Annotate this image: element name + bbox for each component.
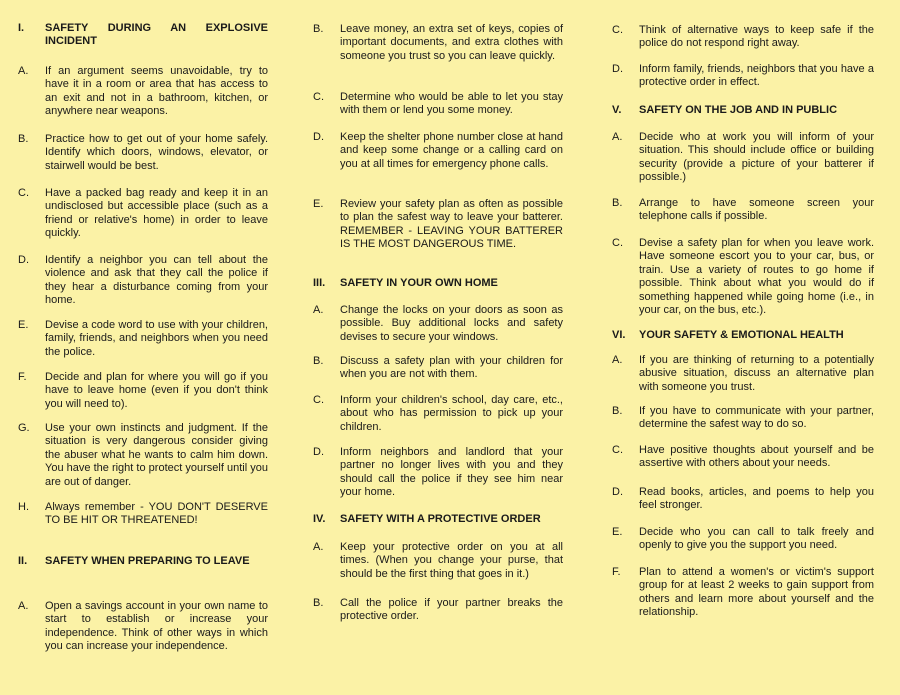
item-letter: B.: [612, 405, 623, 417]
section-heading: [612, 329, 874, 342]
section-heading: [313, 513, 563, 526]
item-letter: C.: [612, 24, 623, 36]
item-text: Decide and plan for where you will go if you have to leave home (even if you don't think you will need to).: [45, 371, 268, 410]
section-title: SAFETY WITH A PROTECTIVE ORDER: [340, 513, 541, 525]
section-title: SAFETY IN YOUR OWN HOME: [340, 277, 498, 289]
item-text: Think of alternative ways to keep safe if the police do not respond right away.: [639, 24, 874, 50]
section-heading: [18, 22, 268, 49]
list-item: [612, 131, 874, 185]
item-letter: C.: [313, 91, 324, 103]
item-text: Keep the shelter phone number close at hand and keep some change or a calling card on you at all times for emergency phone calls.: [340, 131, 563, 170]
list-item: [612, 526, 874, 553]
item-letter: A.: [18, 65, 29, 77]
item-letter: D.: [313, 131, 324, 143]
item-letter: C.: [18, 187, 29, 199]
item-letter: F.: [612, 566, 621, 578]
item-text: Open a savings account in your own name to start to establish or increase your independence. Think of other ways in which you can increase your independence.: [45, 600, 268, 653]
item-letter: B.: [313, 597, 324, 609]
item-text: Determine who would be able to let you stay with them or lend you some money.: [340, 91, 563, 117]
section-number: V.: [612, 104, 622, 116]
list-item: [313, 394, 563, 434]
item-letter: A.: [313, 304, 324, 316]
list-item: [18, 371, 268, 411]
item-text: Call the police if your partner breaks the protective order.: [340, 597, 563, 623]
list-item: [313, 23, 563, 63]
list-item: [18, 422, 268, 489]
item-letter: F.: [18, 371, 27, 383]
item-letter: B.: [313, 23, 324, 35]
item-text: Review your safety plan as often as possible to plan the safest way to leave your batterer. REMEMBER - LEAVING YOUR BATTERER IS THE MOST DANGEROUS TIME.: [340, 198, 563, 251]
section-title: YOUR SAFETY & EMOTIONAL HEALTH: [639, 329, 844, 341]
item-text: Always remember - YOU DON'T DESERVE TO BE HIT OR THREATENED!: [45, 501, 268, 527]
item-letter: D.: [18, 254, 29, 266]
item-text: Identify a neighbor you can tell about the violence and ask that they call the police if they hear a disturbance coming from your home.: [45, 254, 268, 307]
section-title: SAFETY DURING AN EXPLOSIVE INCIDENT: [45, 22, 268, 48]
item-letter: B.: [18, 133, 29, 145]
list-item: [612, 566, 874, 620]
list-item: [612, 486, 874, 513]
item-text: Have positive thoughts about yourself and be assertive with others about your needs.: [639, 444, 874, 470]
list-item: [313, 597, 563, 624]
list-item: [18, 600, 268, 654]
list-item: [612, 237, 874, 317]
section-number: III.: [313, 277, 326, 289]
item-letter: E.: [18, 319, 29, 331]
section-number: I.: [18, 22, 25, 34]
item-letter: A.: [612, 354, 623, 366]
item-text: Change the locks on your doors as soon as possible. Buy additional locks and safety devises to secure your windows.: [340, 304, 563, 343]
item-text: Inform neighbors and landlord that your partner no longer lives with you and they should call the police if they see him near your home.: [340, 446, 563, 499]
section-heading: [313, 277, 563, 290]
item-text: Devise a safety plan for when you leave work. Have someone escort you to your car, bus, or train. Use a variety of routes to go home if possible. Think about what you would do if something happened while going home (i.e., in your car, on the bus, etc.).: [639, 237, 874, 317]
item-text: Plan to attend a women's or victim's support group for at least 2 weeks to gain support from others and learn more about yourself and the relationship.: [639, 566, 874, 619]
section-number: II.: [18, 555, 28, 567]
section-number: IV.: [313, 513, 326, 525]
section-heading: [18, 555, 268, 568]
item-text: Decide who you can call to talk freely and openly to give you the support you need.: [639, 526, 874, 552]
item-letter: H.: [18, 501, 29, 513]
list-item: [612, 197, 874, 224]
item-text: Decide who at work you will inform of your situation. This should include office or building security (provide a picture of your batterer if possible.): [639, 131, 874, 184]
list-item: [313, 91, 563, 118]
list-item: [313, 355, 563, 382]
list-item: [18, 319, 268, 359]
item-letter: A.: [18, 600, 29, 612]
item-text: Discuss a safety plan with your children for when you are not with them.: [340, 355, 563, 381]
item-text: If an argument seems unavoidable, try to have it in a room or area that has access to an exit and not in a bathroom, kitchen, or anywhere near weapons.: [45, 65, 268, 118]
item-text: Devise a code word to use with your children, family, friends, and neighbors when you need the police.: [45, 319, 268, 358]
item-text: Keep your protective order on you at all times. (When you change your purse, that should be the first thing that goes in it.): [340, 541, 563, 580]
list-item: [313, 446, 563, 500]
item-letter: C.: [313, 394, 324, 406]
item-letter: B.: [612, 197, 623, 209]
item-letter: A.: [313, 541, 324, 553]
list-item: [18, 187, 268, 241]
list-item: [612, 444, 874, 471]
item-letter: C.: [612, 444, 623, 456]
item-letter: G.: [18, 422, 30, 434]
list-item: [18, 501, 268, 528]
item-text: Use your own instincts and judgment. If the situation is very dangerous consider giving the abuser what he wants to calm him down. You have the right to protect yourself until you are out of danger.: [45, 422, 268, 488]
item-text: Arrange to have someone screen your telephone calls if possible.: [639, 197, 874, 223]
item-text: Read books, articles, and poems to help you feel stronger.: [639, 486, 874, 512]
item-letter: B.: [313, 355, 324, 367]
item-text: If you are thinking of returning to a potentially abusive situation, discuss an alternative plan with someone you trust.: [639, 354, 874, 393]
list-item: [18, 65, 268, 119]
item-letter: A.: [612, 131, 623, 143]
item-letter: C.: [612, 237, 623, 249]
list-item: [612, 354, 874, 394]
item-text: Practice how to get out of your home safely. Identify which doors, windows, elevator, or stairwell would be best.: [45, 133, 268, 172]
list-item: [313, 131, 563, 171]
list-item: [612, 24, 874, 51]
item-letter: E.: [612, 526, 623, 538]
section-title: SAFETY WHEN PREPARING TO LEAVE: [45, 555, 250, 567]
item-letter: E.: [313, 198, 324, 210]
list-item: [612, 405, 874, 432]
item-letter: D.: [612, 63, 623, 75]
item-letter: D.: [612, 486, 623, 498]
list-item: [313, 541, 563, 581]
item-text: Inform family, friends, neighbors that you have a protective order in effect.: [639, 63, 874, 89]
list-item: [18, 133, 268, 173]
section-title: SAFETY ON THE JOB AND IN PUBLIC: [639, 104, 838, 116]
list-item: [313, 304, 563, 344]
item-letter: D.: [313, 446, 324, 458]
item-text: Inform your children's school, day care, etc., about who has permission to pick up your children.: [340, 394, 563, 433]
list-item: [18, 254, 268, 308]
item-text: Leave money, an extra set of keys, copies of important documents, and extra clothes with someone you trust so you can leave quickly.: [340, 23, 563, 62]
section-heading: [612, 104, 874, 117]
list-item: [612, 63, 874, 90]
item-text: If you have to communicate with your partner, determine the safest way to do so.: [639, 405, 874, 431]
item-text: Have a packed bag ready and keep it in an undisclosed but accessible place (such as a friend or relative's home) in order to leave quickly.: [45, 187, 268, 240]
section-number: VI.: [612, 329, 626, 341]
list-item: [313, 198, 563, 252]
